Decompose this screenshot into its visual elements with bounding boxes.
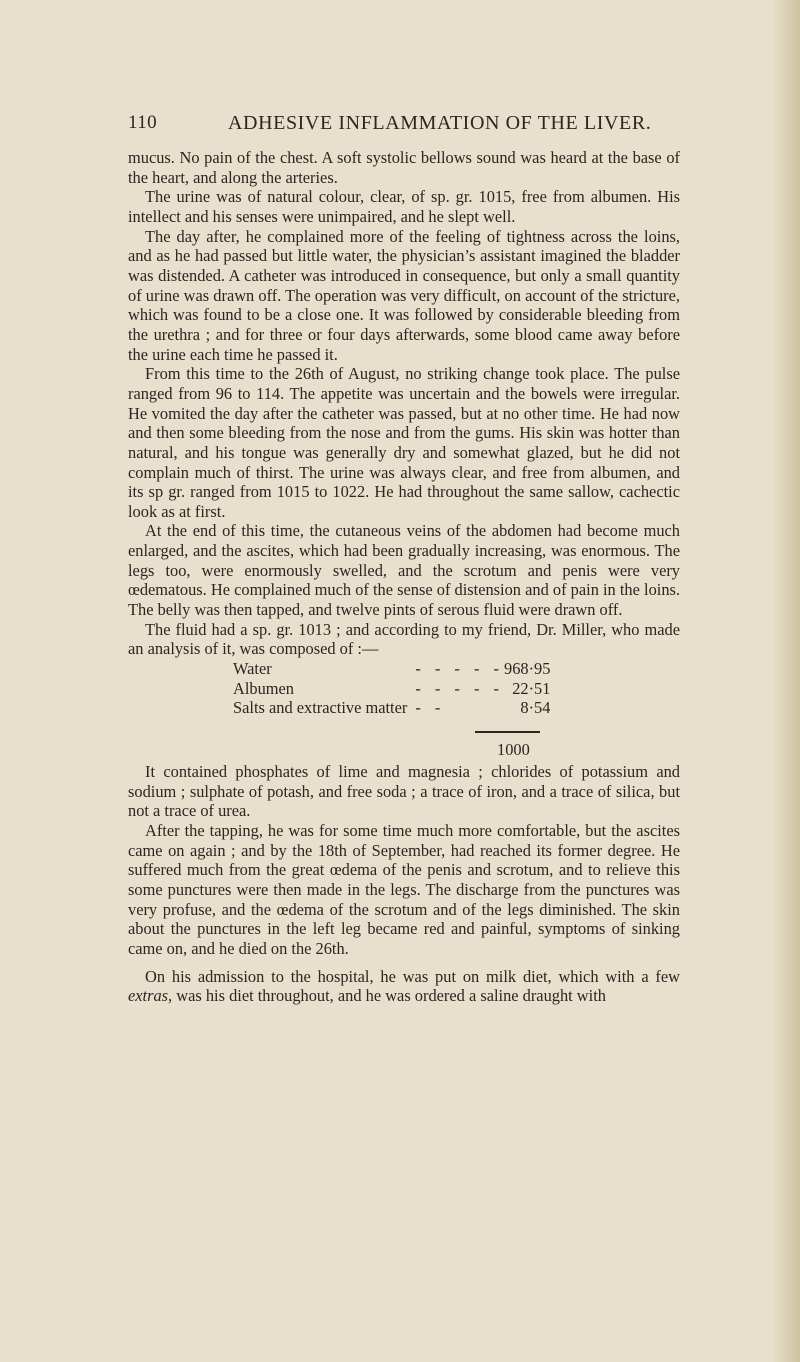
analysis-label: Water bbox=[233, 659, 272, 679]
paragraph: The urine was of natural colour, clear, of sp. gr. 1015, free from albumen. His intellect and his senses were unimpaired, and he slept well. bbox=[128, 187, 680, 226]
paragraph: mucus. No pain of the chest. A soft systolic bellows sound was heard at the base of the heart, and along the arteries. bbox=[128, 148, 680, 187]
table-row bbox=[233, 698, 550, 718]
leader-dots: - - bbox=[415, 698, 446, 718]
fluid-analysis-table bbox=[233, 659, 550, 718]
leader-dots: - - - - - bbox=[415, 678, 504, 698]
analysis-value: 8·54 bbox=[520, 698, 551, 718]
analysis-total: 1000 bbox=[497, 740, 530, 760]
paragraph-text: was his diet throughout, and he was ordered a saline draught with bbox=[172, 986, 606, 1006]
paragraph: From this time to the 26th of August, no striking change took place. The pulse ranged from 96 to 114. The appetite was uncertain and the bowels were irregular. He vomited the day after the catheter was passed, but at no other time. He had now and then some bleeding from the nose and from the gums. His skin was hotter than natural, and his tongue was generally dry and somewhat glazed, but he did not complain much of thirst. The urine was always clear, and free from albumen, and its sp gr. ranged from 1015 to 1022. He had throughout the same sallow, cachectic look as at first. bbox=[128, 364, 680, 521]
table-row bbox=[233, 679, 550, 699]
page-edge-shadow bbox=[772, 0, 800, 1362]
analysis-total-row bbox=[128, 718, 680, 762]
emphasis-text: extras, bbox=[128, 986, 173, 1006]
paragraph: The day after, he complained more of the feeling of tightness across the loins, and as he had passed but little water, the physician’s assistant imagined the bladder was distended. A catheter was introduced in consequence, but only a small quantity of urine was drawn off. The operation was very difficult, on account of the stricture, which was found to be a close one. It was followed by considerable bleeding from the urethra ; and for three or four days afterwards, some blood came away before the urine each time he passed it. bbox=[128, 226, 680, 364]
analysis-label: Salts and extractive matter bbox=[233, 698, 408, 718]
analysis-value: 22·51 bbox=[512, 678, 551, 698]
page-header bbox=[128, 112, 684, 136]
running-title: ADHESIVE INFLAMMATION OF THE LIVER. bbox=[228, 112, 652, 134]
total-rule bbox=[475, 731, 540, 733]
analysis-value: 968·95 bbox=[504, 659, 551, 679]
page-number: 110 bbox=[128, 112, 157, 133]
leader-dots: - - - - - bbox=[415, 659, 504, 679]
body-text bbox=[128, 148, 680, 1006]
analysis-label: Albumen bbox=[233, 678, 295, 698]
paragraph: After the tapping, he was for some time much more comfortable, but the ascites came on again ; and by the 18th of September, had reached its former degree. He suffered much from the great œdema of the penis and scrotum, and to relieve this some punctures were then made in the legs. The discharge from the punctures was very profuse, and the œdema of the scrotum and of the legs diminished. The skin about the punctures in the left leg became red and painful, symptoms of sinking came on, and he died on the 26th. bbox=[128, 821, 680, 958]
paragraph: At the end of this time, the cutaneous veins of the abdomen had become much enlarged, and the ascites, which had been gradually increasing, was enormous. The legs too, were enormously swelled, and the scrotum and penis were very œdematous. He complained much of the sense of distension and of pain in the loins. The belly was then tapped, and twelve pints of serous fluid were drawn off. bbox=[128, 521, 680, 620]
paragraph: The fluid had a sp. gr. 1013 ; and according to my friend, Dr. Miller, who made an analysis of it, was composed of :— bbox=[128, 619, 680, 659]
paragraph-text: On his admission to the hospital, he was put on milk diet, which with a few bbox=[145, 966, 680, 986]
paragraph: It contained phosphates of lime and magnesia ; chlorides of potassium and sodium ; sulphate of potash, and free soda ; a trace of iron, and a trace of silica, but not a trace of urea. bbox=[128, 762, 680, 821]
paragraph bbox=[128, 967, 680, 1006]
table-row bbox=[233, 659, 550, 679]
